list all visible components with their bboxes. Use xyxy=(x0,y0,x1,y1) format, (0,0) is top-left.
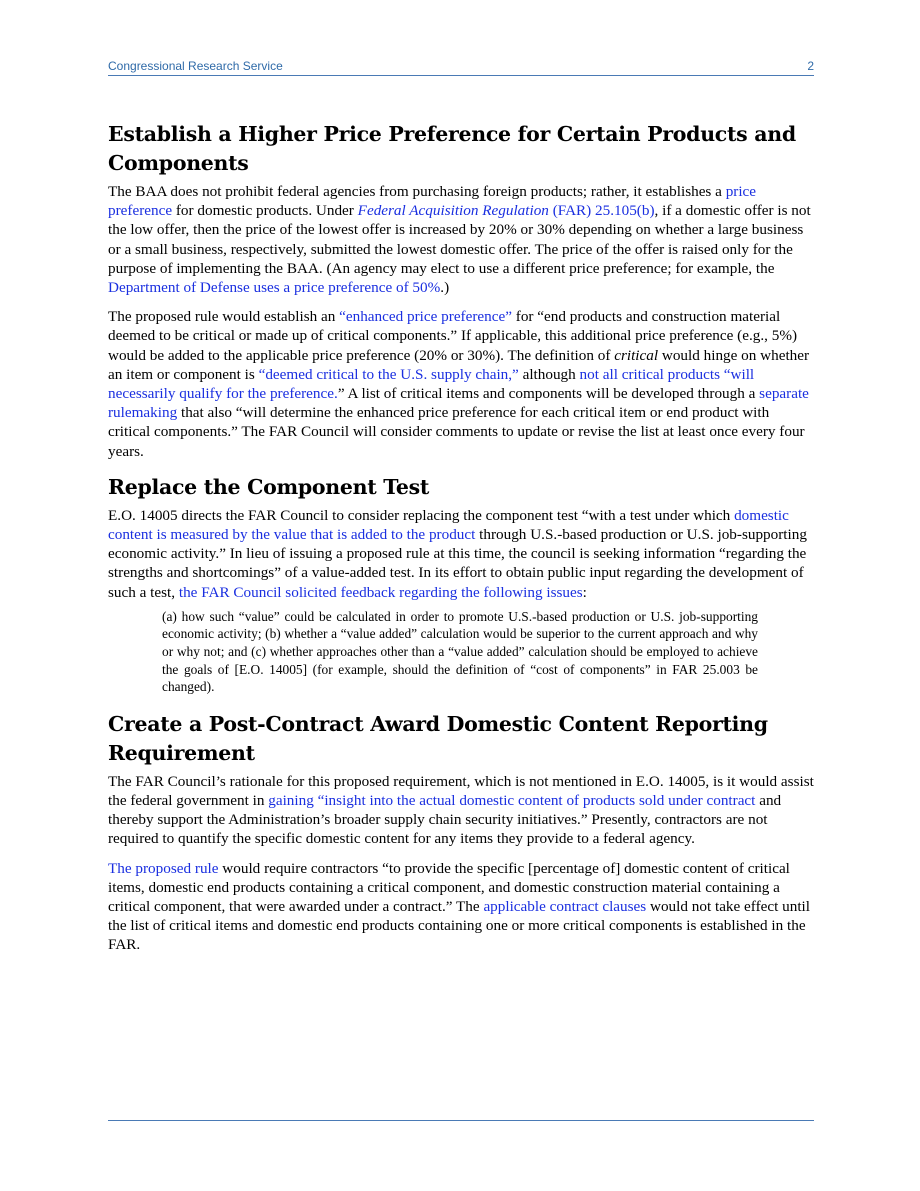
link-proposed-rule[interactable]: The proposed rule xyxy=(108,859,219,877)
header-page-number: 2 xyxy=(807,59,814,73)
link-far-25-105b[interactable] xyxy=(358,202,655,219)
text-run: and thereby support the Administration’s broader supply chain security initiatives.” Presently, contractors are not required to quantify the specific domestic content for any items they provide to a federal agency. xyxy=(108,792,782,848)
text-run: for “end products and construction material deemed to be critical or made up of critical components.” If applicable, this additional price preference (e.g., 5%) would be added to the applicable price preference (20% or 30%). The definition of xyxy=(108,308,798,364)
paragraph xyxy=(108,859,814,955)
link-enhanced-price-preference[interactable]: “enhanced price preference” xyxy=(339,308,512,326)
text-run: The proposed rule would establish an xyxy=(108,308,340,326)
text-run: that also “will determine the enhanced price preference for each critical item or end product with critical components.” The FAR Council will consider comments to update or revise the list at least once every four years. xyxy=(108,404,805,460)
link-far-council-feedback[interactable]: the FAR Council solicited feedback regarding the following issues xyxy=(178,583,583,601)
link-not-all-critical-products[interactable]: not all critical products “will necessarily qualify for the preference. xyxy=(108,365,755,403)
text-run: : xyxy=(582,583,587,601)
link-rest-part: (FAR) 25.105(b) xyxy=(548,202,655,220)
text-run: The BAA does not prohibit federal agencies from purchasing foreign products; rather, it establishes a xyxy=(108,183,726,200)
link-domestic-content-value[interactable]: domestic content is measured by the value that is added to the product xyxy=(108,506,789,544)
link-price-preference[interactable]: price preference xyxy=(108,183,757,220)
page-header xyxy=(108,57,814,76)
text-run: , if a domestic offer is not the low offer, then the price of the lowest offer is increased by 20% or 30% depending on whether a large business or a small business, respectively, submitted the lowest domestic offer. The price of the offer is raised only for the purpose of implementing the BAA. (An agency may elect to use a different price preference; for example, the xyxy=(108,202,811,277)
link-gaining-insight[interactable]: gaining “insight into the actual domestic content of products sold under contract xyxy=(268,792,756,810)
text-run: would not take effect until the list of critical items and domestic end products containing one or more critical components is established in the FAR. xyxy=(108,898,810,954)
section-heading-component-test: Replace the Component Test xyxy=(108,474,430,499)
link-italic-part: Federal Acquisition Regulation xyxy=(357,202,549,220)
text-run: although xyxy=(518,365,580,383)
footer-divider xyxy=(108,1120,814,1121)
section-heading-price-preference: Establish a Higher Price Preference for Certain Products and Components xyxy=(108,122,796,175)
text-run: The FAR Council’s rationale for this proposed requirement, which is not mentioned in E.O. 14005, is it would assist the federal government in xyxy=(108,772,814,810)
text-run: .) xyxy=(440,279,450,297)
link-applicable-contract-clauses[interactable]: applicable contract clauses xyxy=(483,898,647,916)
paragraph xyxy=(108,307,814,461)
text-run: would hinge on whether an item or component is xyxy=(108,346,810,383)
text-run: ” A list of critical items and components will be developed through a xyxy=(337,385,760,403)
text-run: for domestic products. Under xyxy=(172,202,358,220)
paragraph xyxy=(108,772,814,849)
italic-term-critical: critical xyxy=(614,346,659,364)
paragraph xyxy=(108,182,814,297)
document-body xyxy=(108,120,814,965)
text-run: E.O. 14005 directs the FAR Council to consider replacing the component test “with a test under which xyxy=(108,506,735,524)
link-deemed-critical[interactable]: “deemed critical to the U.S. supply chain,” xyxy=(258,365,519,383)
text-run: would require contractors “to provide the specific [percentage of] domestic content of critical items, domestic end products containing a critical component, and domestic construction material containing a critical component, that were awarded under a contract.” The xyxy=(108,859,790,916)
section-heading-reporting-requirement: Create a Post-Contract Award Domestic Content Reporting Requirement xyxy=(108,711,768,765)
paragraph xyxy=(108,506,814,602)
link-separate-rulemaking[interactable]: separate rulemaking xyxy=(108,385,809,422)
header-organization: Congressional Research Service xyxy=(108,59,283,73)
block-quote: (a) how such “value” could be calculated in order to promote U.S.-based production or U.S. job-supporting economic activity; (b) whether a “value added” calculation would be superior to the current approach and why or why not; and (c) whether approaches other than a “value added” calculation should be employed to achieve the goals of [E.O. 14005] (for example, should the definition of “cost of components” in FAR 25.003 be changed). xyxy=(162,608,758,695)
text-run: through U.S.-based production or U.S. job-supporting economic activity.” In lieu of issuing a proposed rule at this time, the council is seeking information “regarding the strengths and shortcomings” of a value-added test. In its effort to obtain public input regarding the development of such a test, xyxy=(108,526,807,601)
link-dod-price-preference[interactable]: Department of Defense uses a price preference of 50% xyxy=(108,279,441,297)
